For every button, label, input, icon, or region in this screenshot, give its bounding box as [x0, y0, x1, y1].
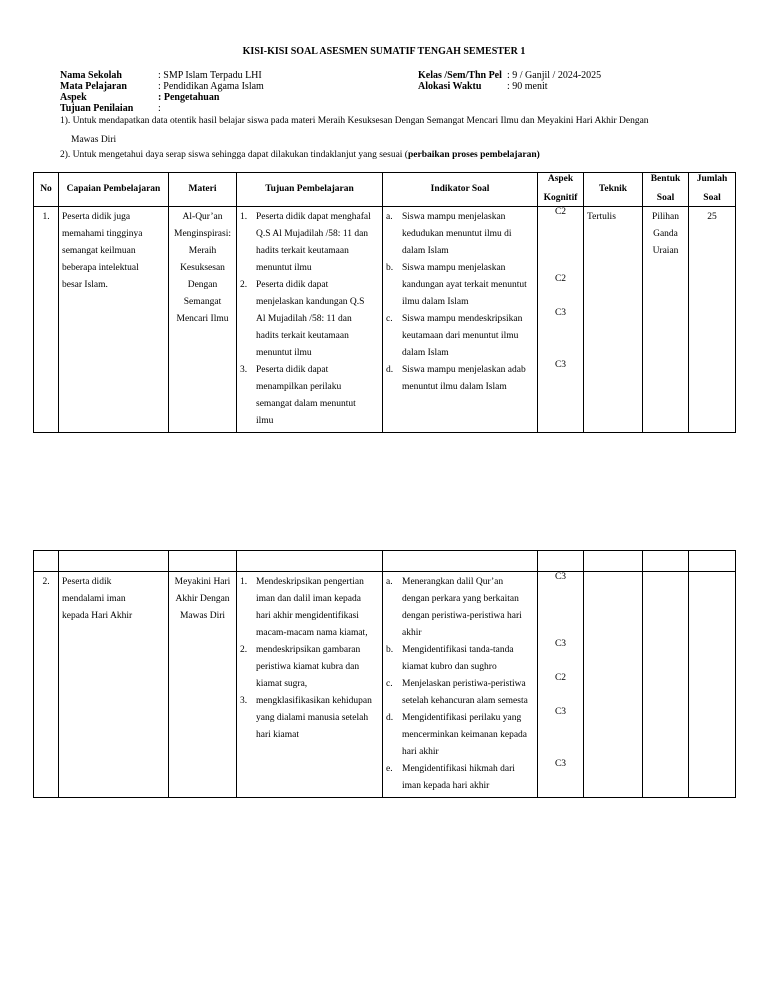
cell-line: Mawas Diri [179, 611, 226, 621]
cell-line: kepada Hari Akhir [62, 611, 133, 621]
list-line: dalam Islam [402, 246, 449, 256]
row1-indikator [383, 207, 538, 433]
list-line: yang dialami manusia setelah [256, 713, 369, 723]
list-marker: d. [386, 713, 394, 723]
list-line: Siswa mampu menjelaskan adab [402, 365, 526, 375]
aspek-value: C2 [554, 274, 567, 284]
list-line: hari kiamat [256, 730, 299, 740]
header-no: No [34, 173, 59, 207]
header-bentuk-line-1: Bentuk [650, 174, 681, 184]
purpose-1 [60, 115, 649, 146]
header-jumlah-line-1: Jumlah [696, 174, 728, 184]
header-aspek-line-2: Kognitif [543, 193, 578, 203]
list-line: menuntut ilmu dalam Islam [402, 382, 507, 392]
aspek-value: C3 [554, 639, 567, 649]
list-line: Mendeskripsikan pengertian [256, 577, 364, 587]
list-item [240, 693, 379, 744]
cell-line: memahami tingginya [62, 229, 143, 239]
purpose-1-line-2: Mawas Diri [71, 135, 117, 145]
info-value: : 90 menit [507, 81, 548, 92]
row1-aspek [538, 207, 584, 433]
row1-teknik: Tertulis [584, 207, 643, 433]
list-item [386, 209, 534, 260]
list-line: menjelaskan kandungan Q.S [256, 297, 365, 307]
grid-table-2 [33, 550, 736, 798]
header-capaian: Capaian Pembelajaran [59, 173, 169, 207]
list-line: Peserta didik dapat menghafal [256, 212, 371, 222]
list-item [386, 642, 534, 676]
list-line: macam-macam nama kiamat, [256, 628, 368, 638]
cell-line: Peserta didik [62, 577, 112, 587]
list-item [240, 642, 379, 693]
list-marker: b. [386, 645, 394, 655]
list-line: dengan peristiwa-peristiwa hari [402, 611, 522, 621]
header-jumlah [689, 173, 736, 207]
row2-teknik [584, 572, 643, 798]
list-line: keutamaan dari menuntut ilmu [402, 331, 519, 341]
list-line: Siswa mampu menjelaskan [402, 212, 506, 222]
row2-jumlah [689, 572, 736, 798]
cell-line: mendalami iman [62, 594, 126, 604]
header-aspek-line-1: Aspek [547, 174, 574, 184]
list-marker: 1. [240, 212, 248, 222]
list-line: Siswa mampu mendeskripsikan [402, 314, 523, 324]
info-left [60, 70, 264, 114]
info-row [60, 92, 264, 103]
aspek-value: C3 [554, 360, 567, 370]
aspek-value: C3 [554, 759, 567, 769]
info-label: Aspek [60, 92, 87, 103]
list-item [386, 676, 534, 710]
row2-materi [169, 572, 237, 798]
header-tujuan: Tujuan Pembelajaran [237, 173, 383, 207]
row2-aspek [538, 572, 584, 798]
list-marker: 3. [240, 365, 248, 375]
list-item [386, 260, 534, 311]
document-title: KISI-KISI SOAL ASESMEN SUMATIF TENGAH SEMESTER 1 [242, 46, 526, 57]
list-line: akhir [402, 628, 422, 638]
list-line: Mengidentifikasi tanda-tanda [402, 645, 514, 655]
info-row [60, 70, 264, 81]
purpose-2-text: 2). Untuk mengetahui daya serap siswa sehingga dapat dilakukan tindaklanjut yang sesuai ( [60, 150, 408, 160]
info-label: Kelas /Sem/Thn Pel [418, 70, 502, 81]
list-marker: e. [386, 764, 393, 774]
header-bentuk-line-2: Soal [656, 193, 675, 203]
list-marker: c. [386, 679, 393, 689]
empty-row [34, 551, 736, 572]
list-item [240, 362, 379, 430]
cell-line: Dengan [187, 280, 218, 290]
list-marker: 2. [240, 645, 248, 655]
grid-table-1 [33, 172, 736, 433]
list-item [386, 362, 534, 396]
row2-bentuk [643, 572, 689, 798]
list-item [240, 209, 379, 277]
cell-line: Menginspirasi: [174, 229, 231, 239]
list-line: kedudukan menuntut ilmu di [402, 229, 512, 239]
list-line: ilmu [256, 416, 274, 426]
cell-line: Kesuksesan [180, 263, 225, 273]
cell-line: besar Islam. [62, 280, 108, 290]
list-item [386, 574, 534, 642]
list-line: Siswa mampu menjelaskan [402, 263, 506, 273]
list-line: hari akhir [402, 747, 439, 757]
list-line: iman dan dalil iman kepada [256, 594, 361, 604]
row2-capaian [59, 572, 169, 798]
info-row [418, 70, 601, 81]
row1-no: 1. [34, 207, 59, 433]
cell-line: Uraian [652, 246, 679, 256]
header-materi: Materi [169, 173, 237, 207]
list-line: Peserta didik dapat [256, 365, 329, 375]
row1-capaian [59, 207, 169, 433]
list-marker: a. [386, 577, 393, 587]
row1-jumlah: 25 [689, 207, 736, 433]
info-label: Mata Pelajaran [60, 81, 127, 92]
list-line: kiamat sugra, [256, 679, 308, 689]
aspek-value: C2 [554, 207, 567, 217]
list-line: peristiwa kiamat kubra dan [256, 662, 360, 672]
info-value: : Pengetahuan [158, 92, 220, 103]
list-line: kandungan ayat terkait menuntut [402, 280, 527, 290]
info-value: : Pendidikan Agama Islam [158, 81, 264, 92]
aspek-value: C3 [554, 707, 567, 717]
cell-line: Meraih [188, 246, 217, 256]
info-label: Alokasi Waktu [418, 81, 482, 92]
row1-materi [169, 207, 237, 433]
list-line: menampilkan perilaku [256, 382, 342, 392]
list-line: hadits terkait keutamaan [256, 331, 349, 341]
info-value: : SMP Islam Terpadu LHI [158, 70, 262, 81]
info-right [418, 70, 601, 92]
header-bentuk [643, 173, 689, 207]
cell-line: Pilihan [652, 212, 679, 222]
cell-line: Meyakini Hari [174, 577, 231, 587]
header-aspek [538, 173, 584, 207]
info-label: Tujuan Penilaian [60, 103, 134, 114]
list-item [240, 574, 379, 642]
list-line: kiamat kubro dan sughro [402, 662, 497, 672]
list-line: mencerminkan keimanan kepada [402, 730, 528, 740]
list-line: Menjelaskan peristiwa-peristiwa [402, 679, 526, 689]
list-line: menuntut ilmu [256, 263, 312, 273]
list-item [386, 311, 534, 362]
info-row [60, 103, 264, 114]
header-teknik: Teknik [584, 173, 643, 207]
purpose-2-bold: perbaikan proses pembelajaran) [407, 150, 540, 160]
list-item [386, 710, 534, 761]
aspek-value: C3 [554, 572, 567, 582]
cell-line: Al-Qur’an [182, 212, 223, 222]
info-label: Nama Sekolah [60, 70, 122, 81]
list-line: dalam Islam [402, 348, 449, 358]
list-marker: b. [386, 263, 394, 273]
list-line: Q.S Al Mujadilah /58: 11 dan [256, 229, 369, 239]
list-item [240, 277, 379, 362]
list-item [386, 761, 534, 795]
cell-line: Mencari Ilmu [176, 314, 229, 324]
header-row [34, 173, 736, 207]
info-value: : [158, 103, 161, 114]
list-marker: a. [386, 212, 393, 222]
row2-tujuan [237, 572, 383, 798]
list-line: menuntut ilmu [256, 348, 312, 358]
purpose-1-line-1: 1). Untuk mendapatkan data otentik hasil belajar siswa pada materi Meraih Kesuksesan Dengan Semangat Mencari Ilmu dan Meyakini Hari Akhir Dengan [60, 116, 649, 126]
list-marker: 3. [240, 696, 248, 706]
table-row-2 [34, 572, 736, 798]
list-line: Menerangkan dalil Qur’an [402, 577, 504, 587]
list-line: mendeskripsikan gambaran [256, 645, 361, 655]
cell-line: beberapa intelektual [62, 263, 139, 273]
list-marker: d. [386, 365, 394, 375]
header-jumlah-line-2: Soal [703, 193, 721, 203]
list-line: dengan perkara yang berkaitan [402, 594, 519, 604]
purpose-2 [60, 149, 540, 161]
info-row [60, 81, 264, 92]
list-line: hadits terkait keutamaan [256, 246, 349, 256]
row2-no: 2. [34, 572, 59, 798]
list-marker: 2. [240, 280, 248, 290]
list-marker: 1. [240, 577, 248, 587]
cell-line: semangat keilmuan [62, 246, 136, 256]
aspek-value: C3 [554, 308, 567, 318]
list-line: Mengidentifikasi hikmah dari [402, 764, 515, 774]
info-row [418, 81, 601, 92]
row1-tujuan [237, 207, 383, 433]
row1-bentuk [643, 207, 689, 433]
list-line: semangat dalam menuntut [256, 399, 356, 409]
cell-line: Akhir Dengan [175, 594, 230, 604]
cell-line: Peserta didik juga [62, 212, 131, 222]
list-line: Mengidentifikasi perilaku yang [402, 713, 522, 723]
list-marker: c. [386, 314, 393, 324]
list-line: Al Mujadilah /58: 11 dan [256, 314, 352, 324]
table-row-1 [34, 207, 736, 433]
list-line: hari akhir mengidentifikasi [256, 611, 359, 621]
aspek-value: C2 [554, 673, 567, 683]
list-line: ilmu dalam Islam [402, 297, 469, 307]
list-line: mengklasifikasikan kehidupan [256, 696, 372, 706]
info-value: : 9 / Ganjil / 2024-2025 [507, 70, 602, 81]
cell-line: Semangat [183, 297, 222, 307]
cell-line: Ganda [653, 229, 678, 239]
list-line: Peserta didik dapat [256, 280, 329, 290]
row2-indikator [383, 572, 538, 798]
list-line: iman kepada hari akhir [402, 781, 490, 791]
list-line: setelah kehancuran alam semesta [402, 696, 528, 706]
header-indikator: Indikator Soal [383, 173, 538, 207]
